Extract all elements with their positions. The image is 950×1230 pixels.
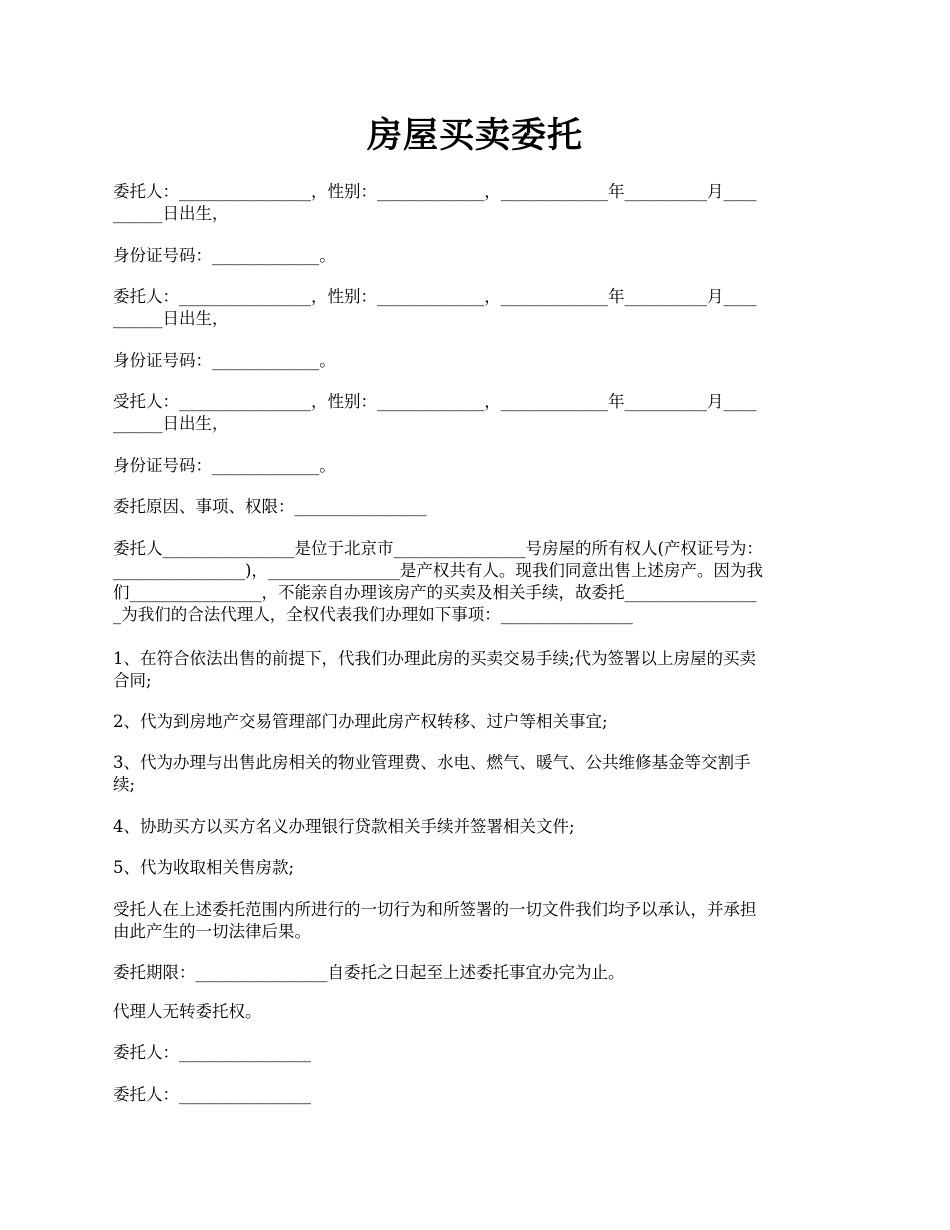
signature-principal-2: [113, 1084, 839, 1106]
agent-id: [113, 455, 839, 477]
text-line: 委托人：________________，性别：_____________，_____________年__________月____: [113, 287, 757, 306]
text-line: 身份证号码：_____________。: [113, 351, 336, 370]
text-line: ______日出生，: [113, 309, 229, 328]
text-line: 3、代为办理与出售此房相关的物业管理费、水电、燃气、暖气、公共维修基金等交割手: [113, 753, 751, 772]
delegation-reason: [113, 496, 839, 518]
text-line: _为我们的合法代理人，全权代表我们办理如下事项：________________: [113, 605, 633, 624]
delegation-statement: [113, 538, 839, 626]
text-line: 们________________，不能亲自办理该房产的买卖及相关手续，故委托________________: [113, 583, 757, 602]
item-4: [113, 816, 839, 838]
principal-1-info: [113, 181, 839, 225]
text-line: 委托期限：________________自委托之日起至上述委托事宜办完为止。: [113, 963, 625, 982]
text-line: 委托人________________是位于北京市________________号房屋的所有权人(产权证号为：: [113, 539, 763, 558]
text-line: 身份证号码：_____________。: [113, 456, 336, 475]
text-line: 5、代为收取相关售房款;: [113, 858, 295, 877]
acknowledgement: [113, 899, 839, 943]
item-5: [113, 857, 839, 879]
text-line: 续;: [113, 775, 136, 794]
text-line: 身份证号码：_____________。: [113, 246, 336, 265]
text-line: 委托人：________________: [113, 1043, 311, 1062]
item-1: [113, 648, 839, 692]
text-line: ______日出生，: [113, 204, 229, 223]
text-line: 1、在符合依法出售的前提下，代我们办理此房的买卖交易手续;代为签署以上房屋的买卖: [113, 649, 757, 668]
item-2: [113, 711, 839, 733]
document-title: 房屋买卖委托: [366, 115, 583, 156]
principal-2-id: [113, 350, 839, 372]
delegation-period: [113, 962, 839, 984]
principal-2-info: [113, 286, 839, 330]
text-line: 2、代为到房地产交易管理部门办理此房产权转移、过户等相关事宜;: [113, 712, 608, 731]
text-line: ________________)，________________是产权共有人。现我们同意出售上述房产。因为我: [113, 561, 763, 580]
signature-principal-1: [113, 1042, 839, 1064]
text-line: ______日出生，: [113, 414, 229, 433]
text-line: 4、协助买方以买方名义办理银行贷款相关手续并签署相关文件;: [113, 817, 575, 836]
principal-1-id: [113, 245, 839, 267]
text-line: 由此产生的一切法律后果。: [113, 922, 311, 941]
text-line: 代理人无转委托权。: [113, 1002, 262, 1021]
text-line: 委托人：________________: [113, 1085, 311, 1104]
text-line: 合同;: [113, 671, 152, 690]
no-sub-delegation: [113, 1001, 839, 1023]
text-line: 受托人在上述委托范围内所进行的一切行为和所签署的一切文件我们均予以承认，并承担: [113, 900, 757, 919]
agent-info: [113, 391, 839, 435]
text-line: 委托人：________________，性别：_____________，_____________年__________月____: [113, 182, 757, 201]
text-line: 受托人：________________，性别：_____________，_____________年__________月____: [113, 392, 757, 411]
text-line: 委托原因、事项、权限：________________: [113, 497, 427, 516]
item-3: [113, 752, 839, 796]
